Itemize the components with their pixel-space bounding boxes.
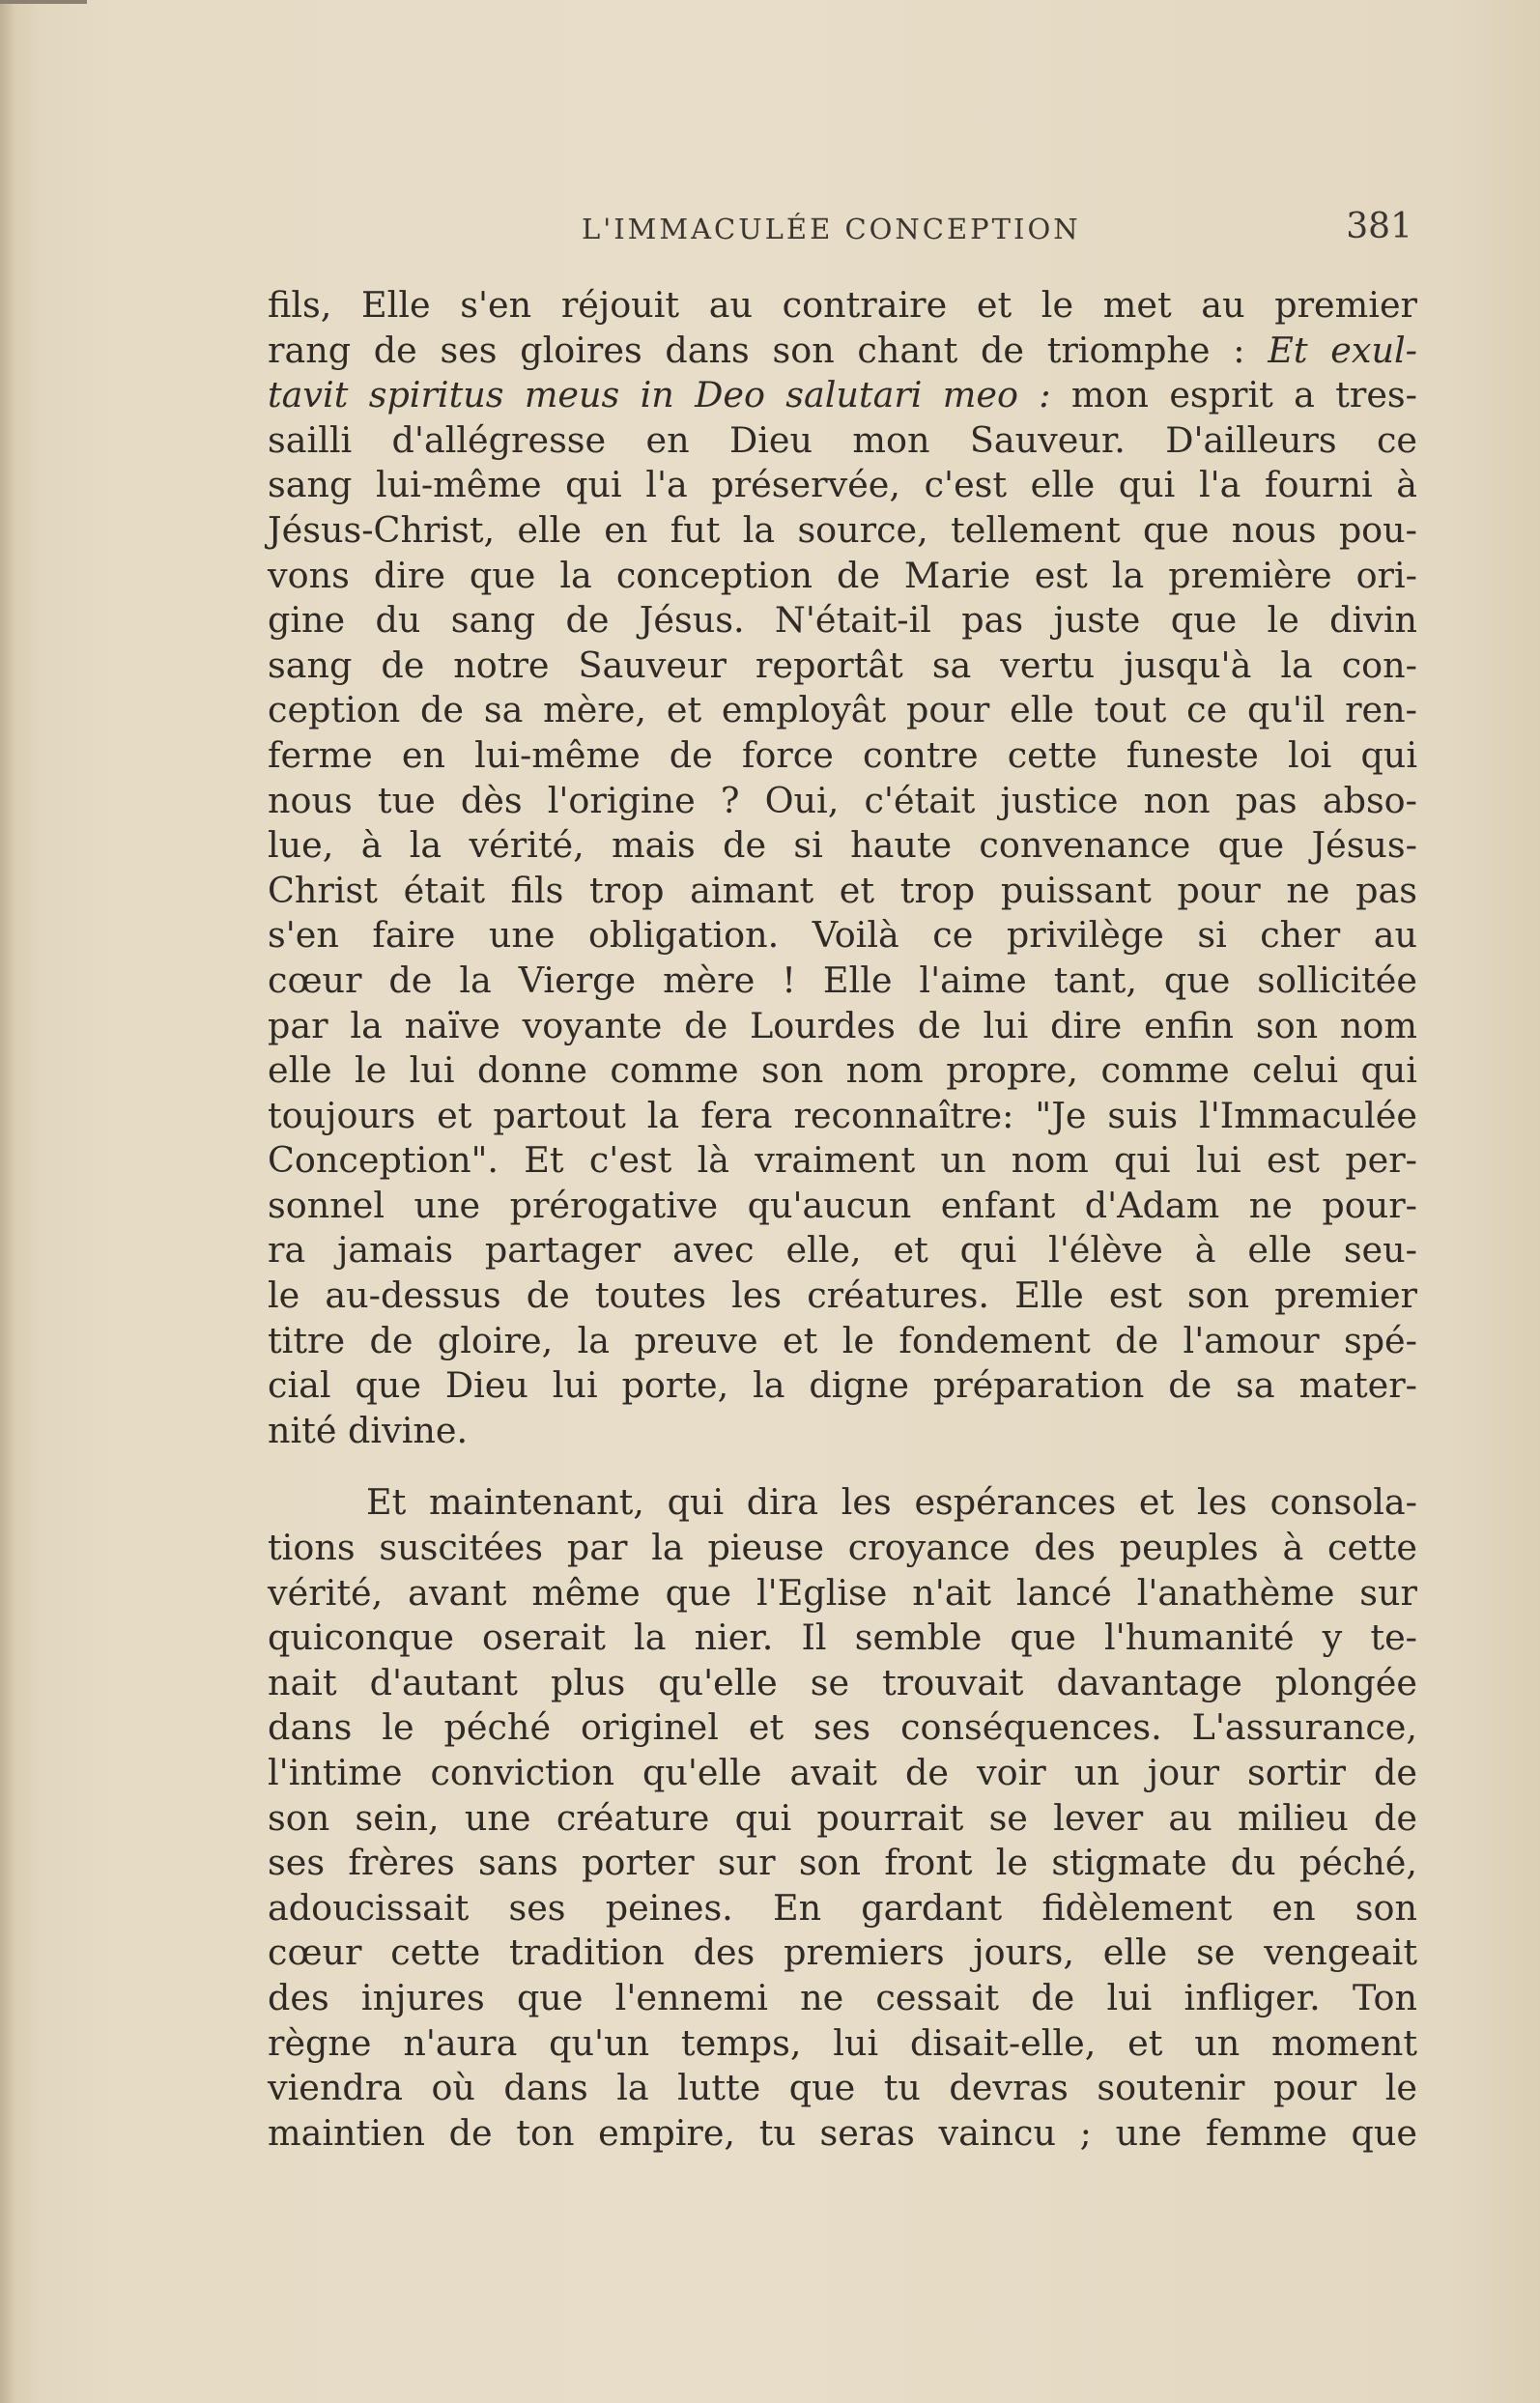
text-line: ra jamais partager avec elle, et qui l'élève à elle seu- [268,1229,1417,1272]
running-title: L'IMMACULÉE CONCEPTION [582,213,1081,245]
text-line: sang de notre Sauveur reportât sa vertu jusqu'à la con- [268,644,1417,686]
text-line: Et maintenant, qui dira les espérances et les consola- [366,1481,1417,1524]
text-line: quiconque oserait la nier. Il semble que l'humanité y te- [268,1616,1417,1659]
text-line: viendra où dans la lutte que tu devras soutenir pour le [268,2067,1417,2109]
text-line: le au-dessus de toutes les créatures. Elle est son premier [268,1274,1417,1317]
text-line: Christ était fils trop aimant et trop puissant pour ne pas [268,869,1417,911]
page-number: 381 [1346,207,1412,246]
text-segment: rang de ses gloires dans son chant de triomphe : [268,329,1269,371]
text-line: fils, Elle s'en réjouit au contraire et le met au premier [268,284,1417,326]
text-line: sailli d'allégresse en Dieu mon Sauveur. D'ailleurs ce [268,418,1417,461]
text-line: vérité, avant même que l'Eglise n'ait lancé l'anathème sur [268,1571,1417,1614]
text-line: adoucissait ses peines. En gardant fidèlement en son [268,1886,1417,1929]
text-line: lue, à la vérité, mais de si haute convenance que Jésus- [268,824,1417,867]
text-line [268,329,1417,374]
latin-quote: Et exul- [1268,329,1417,371]
paragraph-gap [268,1453,1417,1480]
paragraph-1 [268,283,1417,1453]
text-line: elle le lui donne comme son nom propre, comme celui qui [268,1049,1417,1092]
text-line: vons dire que la conception de Marie est la première ori- [268,554,1417,596]
text-line [268,373,1417,418]
text-line: nité divine. [268,1409,469,1451]
text-line: Conception". Et c'est là vraiment un nom qui lui est per- [268,1139,1417,1182]
text-line: cœur de la Vierge mère ! Elle l'aime tant, que sollicitée [268,958,1417,1001]
paragraph-2 [268,1480,1417,2156]
text-line: par la naïve voyante de Lourdes de lui dire enfin son nom [268,1004,1417,1046]
text-line: tions suscitées par la pieuse croyance des peuples à cette [268,1527,1417,1569]
text-line: règne n'aura qu'un temps, lui disait-elle, et un moment [268,2021,1417,2064]
text-line: Jésus-Christ, elle en fut la source, tellement que nous pou- [268,508,1417,551]
text-line: s'en faire une obligation. Voilà ce privilège si cher au [268,914,1417,957]
text-line: toujours et partout la fera reconnaître: "Je suis l'Immaculée [268,1094,1417,1136]
text-line: des injures que l'ennemi ne cessait de lui infliger. Ton [268,1976,1417,2018]
text-line: sonnel une prérogative qu'aucun enfant d'Adam ne pour- [268,1184,1417,1226]
binding-edge [0,0,14,2403]
text-line: gine du sang de Jésus. N'était-il pas juste que le divin [268,599,1417,642]
page-header [272,205,1412,253]
text-line: nous tue dès l'origine ? Oui, c'était justice non pas abso- [268,779,1417,821]
text-line: ferme en lui-même de force contre cette funeste loi qui [268,733,1417,776]
text-line: l'intime conviction qu'elle avait de voir un jour sortir de [268,1752,1417,1793]
body-text [268,283,1417,2156]
text-line: cœur cette tradition des premiers jours, elle se vengeait [268,1931,1417,1974]
text-line: cial que Dieu lui porte, la digne préparation de sa mater- [268,1364,1417,1407]
text-line: sang lui-même qui l'a préservée, c'est elle qui l'a fourni à [268,464,1417,506]
text-line: titre de gloire, la preuve et le fondement de l'amour spé- [268,1319,1417,1361]
text-line: maintien de ton empire, tu seras vaincu ; une femme que [268,2111,1417,2154]
text-line: ses frères sans porter sur son front le stigmate du péché, [268,1842,1417,1884]
text-line: dans le péché originel et ses conséquences. L'assurance, [268,1706,1417,1749]
text-line: son sein, une créature qui pourrait se lever au milieu de [268,1796,1417,1839]
text-line: nait d'autant plus qu'elle se trouvait davantage plongée [268,1661,1417,1703]
text-segment: mon esprit a tres- [1070,374,1417,416]
top-rule [0,0,87,4]
latin-quote: tavit spiritus meus in Deo salutari meo : [268,374,1051,416]
text-line: ception de sa mère, et employât pour elle tout ce qu'il ren- [268,689,1417,731]
